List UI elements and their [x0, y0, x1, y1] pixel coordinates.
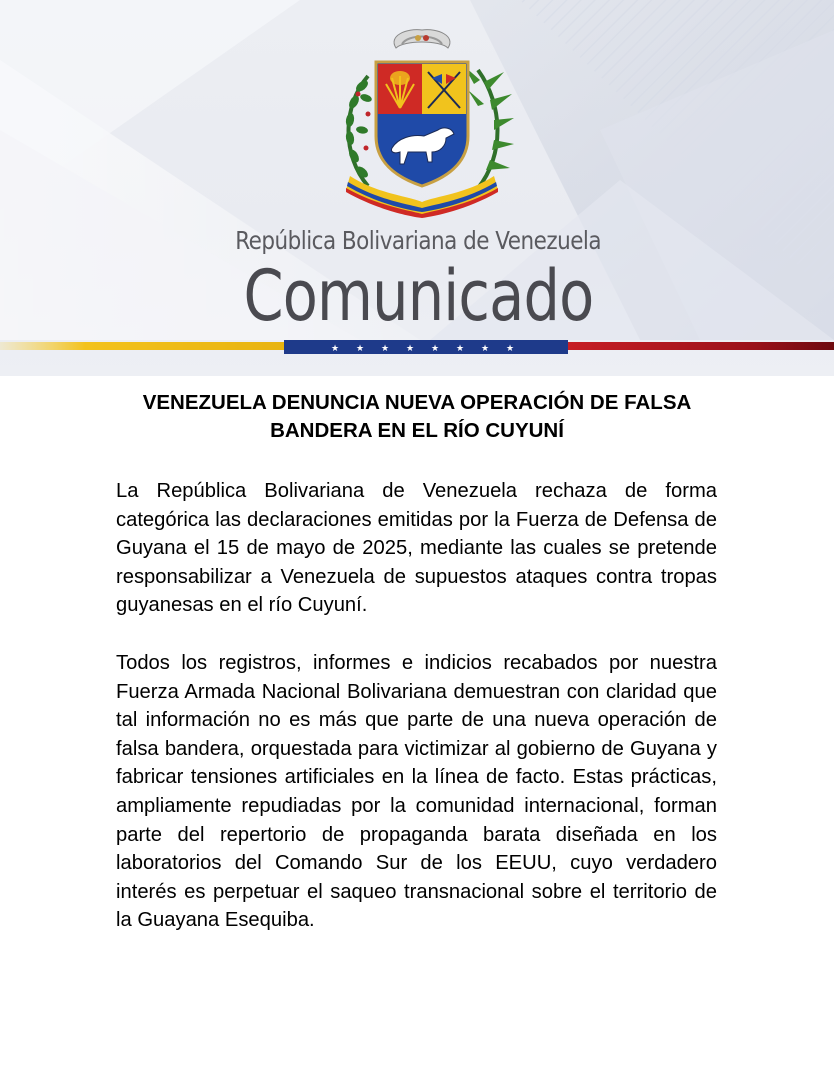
- title-line-1: VENEZUELA DENUNCIA NUEVA OPERACIÓN DE FALSA: [142, 391, 692, 414]
- paragraph-2: Todos los registros, informes e indicios recabados por nuestra Fuerza Armada Nacional Bolivariana demuestran con claridad que tal información no es más que parte de una nueva operación de falsa bandera, orquestada para victimizar al gobierno de Guyana y fabricar tensiones artificiales en la línea de facto. Estas prácticas, ampliamente repudiadas por la comunidad internacional, forman parte del repertorio de propaganda barata diseñada en los laboratorios del Comando Sur de los EEUU, cuyo verdadero interés es perpetuar el saqueo transnacional sobre el territorio de la Guayana Esequiba.: [116, 652, 717, 932]
- paragraph-1: La República Bolivariana de Venezuela rechaza de forma categórica las declaraciones emitidas por la Fuerza de Defensa de Guyana el 15 de mayo de 2025, mediante las cuales se pretende responsabilizar a Venezuela de supuestos ataques contra tropas guyanesas en el río Cuyuní.: [116, 480, 717, 617]
- letterhead: [0, 0, 834, 376]
- svg-text:★: ★: [331, 344, 340, 354]
- svg-text:★: ★: [506, 344, 515, 354]
- coat-of-arms-venezuela-icon: [328, 26, 516, 222]
- republic-name: República Bolivariana de Venezuela: [235, 226, 602, 255]
- svg-text:★: ★: [481, 344, 490, 354]
- svg-text:★: ★: [356, 344, 365, 354]
- svg-text:★: ★: [456, 344, 465, 354]
- title-line-2: BANDERA EN EL RÍO CUYUNÍ: [270, 419, 564, 442]
- svg-text:★: ★: [406, 344, 415, 354]
- page-heading: Comunicado: [243, 255, 594, 337]
- document-title: [100, 389, 734, 445]
- tricolor-band: [0, 340, 834, 354]
- svg-text:★: ★: [431, 344, 440, 354]
- svg-text:★: ★: [381, 344, 390, 354]
